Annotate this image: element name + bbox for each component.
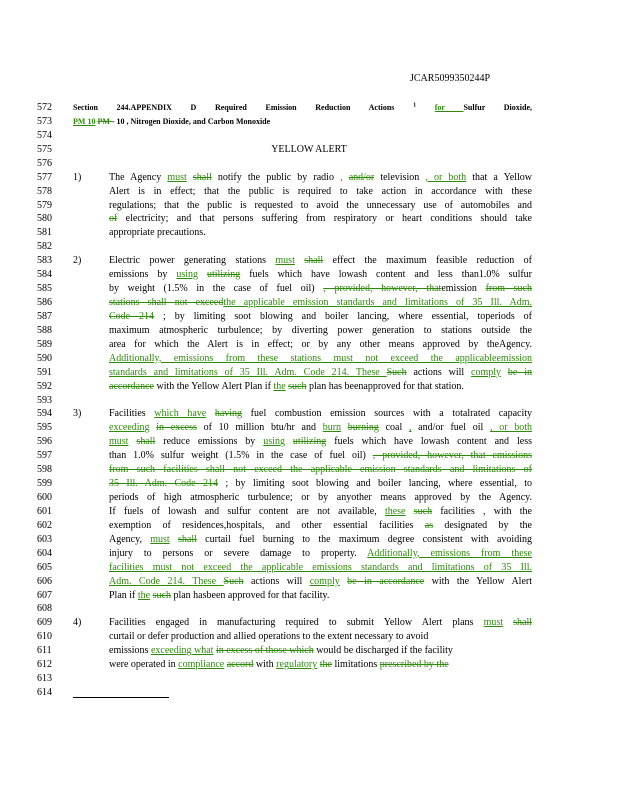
document-line <box>0 644 618 658</box>
inserted-text: must <box>150 533 170 545</box>
document-line <box>0 505 618 519</box>
line-text <box>109 561 532 575</box>
text-run: facilities , with the <box>432 505 532 517</box>
text-run: electricity; and that persons suffering from respiratory or heart conditions should take <box>117 213 532 225</box>
deleted-text: Code 214 <box>109 310 155 322</box>
text-run: curtail fuel burning to the maximum degree consistent with avoiding <box>196 533 532 545</box>
inserted-text: standards and limitations of 35 Ill. Adm. Code 214. These <box>109 366 387 378</box>
footnote-separator <box>73 697 169 698</box>
inserted-text: exceeding <box>109 422 150 434</box>
document-line <box>0 171 618 185</box>
section-heading-line <box>73 101 532 115</box>
line-number: 584 <box>37 269 52 281</box>
line-text <box>109 491 532 505</box>
inserted-text: must <box>109 436 129 448</box>
document-line <box>0 449 618 463</box>
document-line <box>0 129 618 143</box>
paragraph-number: 3) <box>73 408 82 420</box>
inserted-text: which have <box>154 408 207 420</box>
text-run: emissions <box>109 645 151 657</box>
line-number: 576 <box>37 157 52 169</box>
paragraph-number: 2) <box>73 255 82 267</box>
deleted-text: such <box>413 505 433 517</box>
inserted-text: the <box>137 589 151 601</box>
inserted-text: using <box>263 436 285 448</box>
deleted-text: shall <box>304 255 324 267</box>
line-number: 590 <box>37 352 52 364</box>
text-run: by weight (1.5% in the case of fuel oil) <box>109 283 324 295</box>
deleted-text: be in accordance <box>347 575 425 587</box>
line-number: 589 <box>37 338 52 350</box>
text-run: Sulfur Dioxide, <box>463 103 532 112</box>
line-text <box>109 268 532 282</box>
text-run <box>285 436 293 447</box>
document-line <box>0 101 618 115</box>
line-text <box>109 380 532 394</box>
line-text <box>109 171 532 185</box>
document-line <box>0 310 618 324</box>
line-number: 577 <box>37 171 52 183</box>
text-run: ; by limiting soot blowing and boiler lancing, where essential, to <box>218 478 532 490</box>
text-run: fuel combustion emission sources with a totalrated capacity <box>242 408 533 420</box>
text-run <box>341 422 348 433</box>
text-run: fuels which have lowash content and less <box>326 436 532 448</box>
line-text <box>109 282 532 296</box>
line-number: 612 <box>37 659 52 671</box>
section-heading-line <box>73 115 532 129</box>
deleted-text: shall <box>178 533 197 545</box>
document-line <box>0 185 618 199</box>
line-number: 580 <box>37 213 52 225</box>
document-line <box>0 282 618 296</box>
line-text <box>109 630 532 644</box>
document-line <box>0 199 618 213</box>
text-run: periods of high atmospheric turbulence; or by anyother means approved by the Agency. <box>109 492 532 504</box>
document-line <box>0 491 618 505</box>
deleted-text: be in <box>507 366 533 378</box>
document-line <box>0 352 618 366</box>
deleted-text: burning <box>347 422 379 434</box>
line-number: 591 <box>37 366 52 378</box>
text-run: effect the maximum feasible reduction of <box>323 255 533 267</box>
text-run: ; by limiting soot blowing and boiler lancing, where essential, toperiods of <box>154 310 532 322</box>
document-line <box>0 533 618 547</box>
document-line <box>0 212 618 226</box>
line-text <box>109 407 532 421</box>
document-line <box>0 296 618 310</box>
line-number: 582 <box>37 241 52 253</box>
deleted-text: accord <box>226 659 254 671</box>
line-text <box>109 435 532 449</box>
text-run <box>503 617 513 628</box>
document-line <box>0 589 618 603</box>
text-run: Alert is in effect; that the public is required to take action in accordance with these <box>109 185 532 197</box>
inserted-text: Additionally, emissions from these <box>367 547 532 559</box>
document-line <box>0 157 618 171</box>
text-run: Agency, <box>109 533 151 545</box>
line-text <box>109 338 532 352</box>
inserted-text: regulatory <box>276 659 318 671</box>
line-number: 614 <box>37 687 52 699</box>
line-number: 581 <box>37 227 52 239</box>
line-number: 572 <box>37 102 52 113</box>
line-text <box>109 477 532 491</box>
inserted-text: Adm. Code 214. These <box>109 575 224 587</box>
line-number: 611 <box>37 645 52 657</box>
document-line <box>0 421 618 435</box>
inserted-text: using <box>176 269 198 281</box>
line-text <box>109 254 532 268</box>
document-line <box>0 547 618 561</box>
text-run <box>295 255 304 266</box>
text-run: designated by the <box>433 519 532 531</box>
line-number: 610 <box>37 631 52 643</box>
text-run: and/or fuel oil <box>411 422 490 434</box>
text-run: with the Yellow Alert Plan if <box>153 380 274 392</box>
line-text <box>109 449 532 463</box>
line-number: 587 <box>37 310 52 322</box>
line-text <box>109 226 532 240</box>
text-run: plan hasbeen approved for that facility. <box>170 589 330 601</box>
document-line <box>0 630 618 644</box>
line-number: 574 <box>37 129 52 141</box>
text-run: notify the public by radio <box>211 171 341 183</box>
document-line <box>0 394 618 408</box>
deleted-text: accordance <box>109 380 154 392</box>
text-run: Section 244.APPENDIX D Required Emission Reduction Actions <box>73 103 414 112</box>
text-run: injury to persons or severe damage to property. <box>109 547 368 559</box>
deleted-text: having <box>214 408 243 420</box>
line-number: 603 <box>37 533 52 545</box>
line-text <box>109 658 532 672</box>
text-run: Facilities engaged in manufacturing required to submit Yellow Alert plans <box>109 617 484 629</box>
line-number: 588 <box>37 324 52 336</box>
text-run <box>170 534 178 545</box>
line-number: 605 <box>37 561 52 573</box>
inserted-text: comply <box>471 366 502 378</box>
text-run: than 1.0% sulfur weight (1.5% in the case of fuel oil) <box>109 450 373 462</box>
inserted-text: the <box>273 380 286 392</box>
inserted-text: , or both <box>425 171 467 183</box>
text-run: coal <box>378 422 409 434</box>
line-number: 578 <box>37 185 52 197</box>
line-number: 609 <box>37 617 52 629</box>
document-id: JCAR5099350244P <box>410 73 491 84</box>
deleted-text: from such facilities shall not exceed the applicable emission standards and limitations of <box>109 464 532 476</box>
line-text <box>109 199 532 213</box>
text-run: actions will <box>406 366 472 378</box>
inserted-text: for <box>434 103 464 112</box>
deleted-text: Such <box>223 575 244 587</box>
inserted-text: PM 10 <box>73 116 96 126</box>
inserted-text: must <box>483 617 504 629</box>
line-text <box>109 352 532 366</box>
line-number: 575 <box>37 143 52 155</box>
line-number: 601 <box>37 505 52 517</box>
line-number: 602 <box>37 519 52 531</box>
line-text <box>109 547 532 561</box>
line-text <box>109 505 532 519</box>
text-run: YELLOW ALERT <box>271 143 347 155</box>
line-text <box>109 533 532 547</box>
text-run: with <box>253 659 277 671</box>
text-run: with the Yellow Alert <box>424 575 533 587</box>
text-run: Electric power generating stations <box>109 255 276 267</box>
line-number: 604 <box>37 547 52 559</box>
document-line <box>0 616 618 630</box>
footnote-marker: 1 <box>413 102 417 109</box>
deleted-text: such <box>288 380 307 392</box>
paragraph-number: 1) <box>73 171 82 183</box>
line-text <box>109 324 532 338</box>
text-run: of 10 million btu/hr and <box>196 422 323 434</box>
inserted-text: compliance <box>178 659 225 671</box>
inserted-text: Additionally, emissions from these stations must not exceed the applicable <box>109 352 497 364</box>
line-number: 613 <box>37 673 52 685</box>
text-run <box>416 103 435 112</box>
deleted-text: , provided, however, that emissions <box>372 450 532 462</box>
deleted-text: the <box>319 659 332 671</box>
text-run: area for which the Alert is in effect; or by any other means approved by theAgency. <box>109 338 532 350</box>
line-text <box>109 296 532 310</box>
document-line <box>0 658 618 672</box>
line-number: 586 <box>37 297 52 309</box>
line-number: 585 <box>37 283 52 295</box>
text-run: television <box>374 171 426 183</box>
document-line <box>0 407 618 421</box>
line-text <box>109 212 532 226</box>
text-run: limitations <box>331 659 380 671</box>
line-number: 596 <box>37 436 52 448</box>
deleted-text: prescribed by the <box>379 659 449 671</box>
text-run: fuels which have lowash content and less than1.0% sulfur <box>240 269 533 281</box>
deleted-text: utilizing <box>206 269 241 281</box>
deleted-text: Such <box>386 366 407 378</box>
deleted-text: in excess of those which <box>215 645 314 657</box>
line-number: 583 <box>37 255 52 267</box>
text-run: appropriate precautions. <box>109 227 206 239</box>
text-run: that a Yellow <box>466 171 532 183</box>
document-line <box>0 115 618 129</box>
deleted-text: as <box>424 519 434 531</box>
line-text <box>109 421 532 435</box>
inserted-text: comply <box>309 575 340 587</box>
line-text <box>109 366 532 380</box>
inserted-text: emission <box>496 352 532 364</box>
document-line <box>0 380 618 394</box>
deleted-text: from such <box>485 283 532 295</box>
document-line <box>0 575 618 589</box>
text-run: curtail or defer production and allied operations to the extent necessary to avoid <box>109 631 429 643</box>
line-text <box>109 589 532 603</box>
document-line <box>0 240 618 254</box>
document-line <box>0 519 618 533</box>
line-number: 607 <box>37 589 52 601</box>
inserted-text: facilities must not exceed the applicable emissions standards and limitations of 35 Ill. <box>109 561 532 573</box>
text-run: plan has beenapproved for that station. <box>306 380 464 392</box>
inserted-text: must <box>167 171 187 183</box>
document-line <box>0 226 618 240</box>
line-text <box>109 519 532 533</box>
deleted-text: PM <box>97 116 112 126</box>
document-line <box>0 435 618 449</box>
inserted-text: burn <box>322 422 342 434</box>
document-line <box>0 268 618 282</box>
deleted-text: shall <box>192 171 212 183</box>
deleted-text: stations shall not exceed <box>109 297 224 309</box>
line-number: 592 <box>37 380 52 392</box>
deleted-text: in excess <box>156 422 197 434</box>
line-number: 573 <box>37 115 52 127</box>
deleted-text: , provided, however, that <box>323 283 442 295</box>
inserted-text: exceeding what <box>150 645 214 657</box>
text-run: emissions by <box>109 269 177 281</box>
line-text <box>109 310 532 324</box>
paragraph-number: 4) <box>73 617 82 629</box>
text-run: were operated in <box>109 659 179 671</box>
text-run: If fuels of lowash and sulfur content are not available, <box>109 505 385 517</box>
text-run <box>501 367 508 378</box>
document-line <box>0 477 618 491</box>
document-line <box>0 366 618 380</box>
line-number: 598 <box>37 464 52 476</box>
deleted-text: 35 Ill. Adm. Code 214 <box>109 478 218 490</box>
line-number: 595 <box>37 422 52 434</box>
line-number: 606 <box>37 575 52 587</box>
line-text <box>109 644 532 658</box>
alert-title <box>0 143 618 157</box>
text-run <box>406 506 414 517</box>
deleted-text: such <box>152 589 171 601</box>
deleted-text: utilizing <box>292 436 327 448</box>
inserted-text: the applicable emission standards and limitations of 35 Ill. Adm. <box>223 297 532 309</box>
line-number: 597 <box>37 450 52 462</box>
document-line <box>0 561 618 575</box>
line-number: 593 <box>37 394 52 406</box>
inserted-text: these <box>384 505 406 517</box>
inserted-text: must <box>275 255 295 267</box>
text-run: actions will <box>243 575 310 587</box>
line-text <box>109 463 532 477</box>
deleted-text: shall <box>513 617 533 629</box>
document-line <box>0 463 618 477</box>
document-line <box>0 143 618 157</box>
text-run <box>198 269 207 280</box>
line-number: 608 <box>37 603 52 615</box>
text-run: Plan if <box>109 589 138 601</box>
deleted-text: of <box>109 213 118 225</box>
line-text <box>109 575 532 589</box>
deleted-text: and/or <box>348 171 375 183</box>
text-run: regulations; that the public is requested to avoid the unnecessary use of automobiles and <box>109 199 532 211</box>
inserted-text: , or both <box>489 422 533 434</box>
line-number: 579 <box>37 199 52 211</box>
text-run: reduce emissions by <box>155 436 264 448</box>
text-run: maximum atmospheric turbulence; by diverting power generation to stations outside the <box>109 324 532 336</box>
text-run <box>206 408 215 419</box>
document-line <box>0 602 618 616</box>
inserted-text: , <box>408 422 412 434</box>
text-run: Facilities <box>109 408 155 420</box>
line-number: 599 <box>37 478 52 490</box>
document-line <box>0 338 618 352</box>
line-text <box>109 616 532 630</box>
document-line <box>0 324 618 338</box>
text-run: The Agency <box>109 171 168 183</box>
line-number: 600 <box>37 492 52 504</box>
line-number: 594 <box>37 408 52 420</box>
document-line <box>0 254 618 268</box>
text-run: exemption of residences,hospitals, and other essential facilities <box>109 519 425 531</box>
line-text <box>109 185 532 199</box>
text-run: emission <box>441 283 486 295</box>
document-line <box>0 672 618 686</box>
text-run: would be discharged if the facility <box>313 645 453 657</box>
deleted-text: shall <box>136 436 156 448</box>
inserted-text: , <box>340 171 343 183</box>
text-run: - 10 , Nitrogen Dioxide, and Carbon Monoxide <box>111 116 271 126</box>
